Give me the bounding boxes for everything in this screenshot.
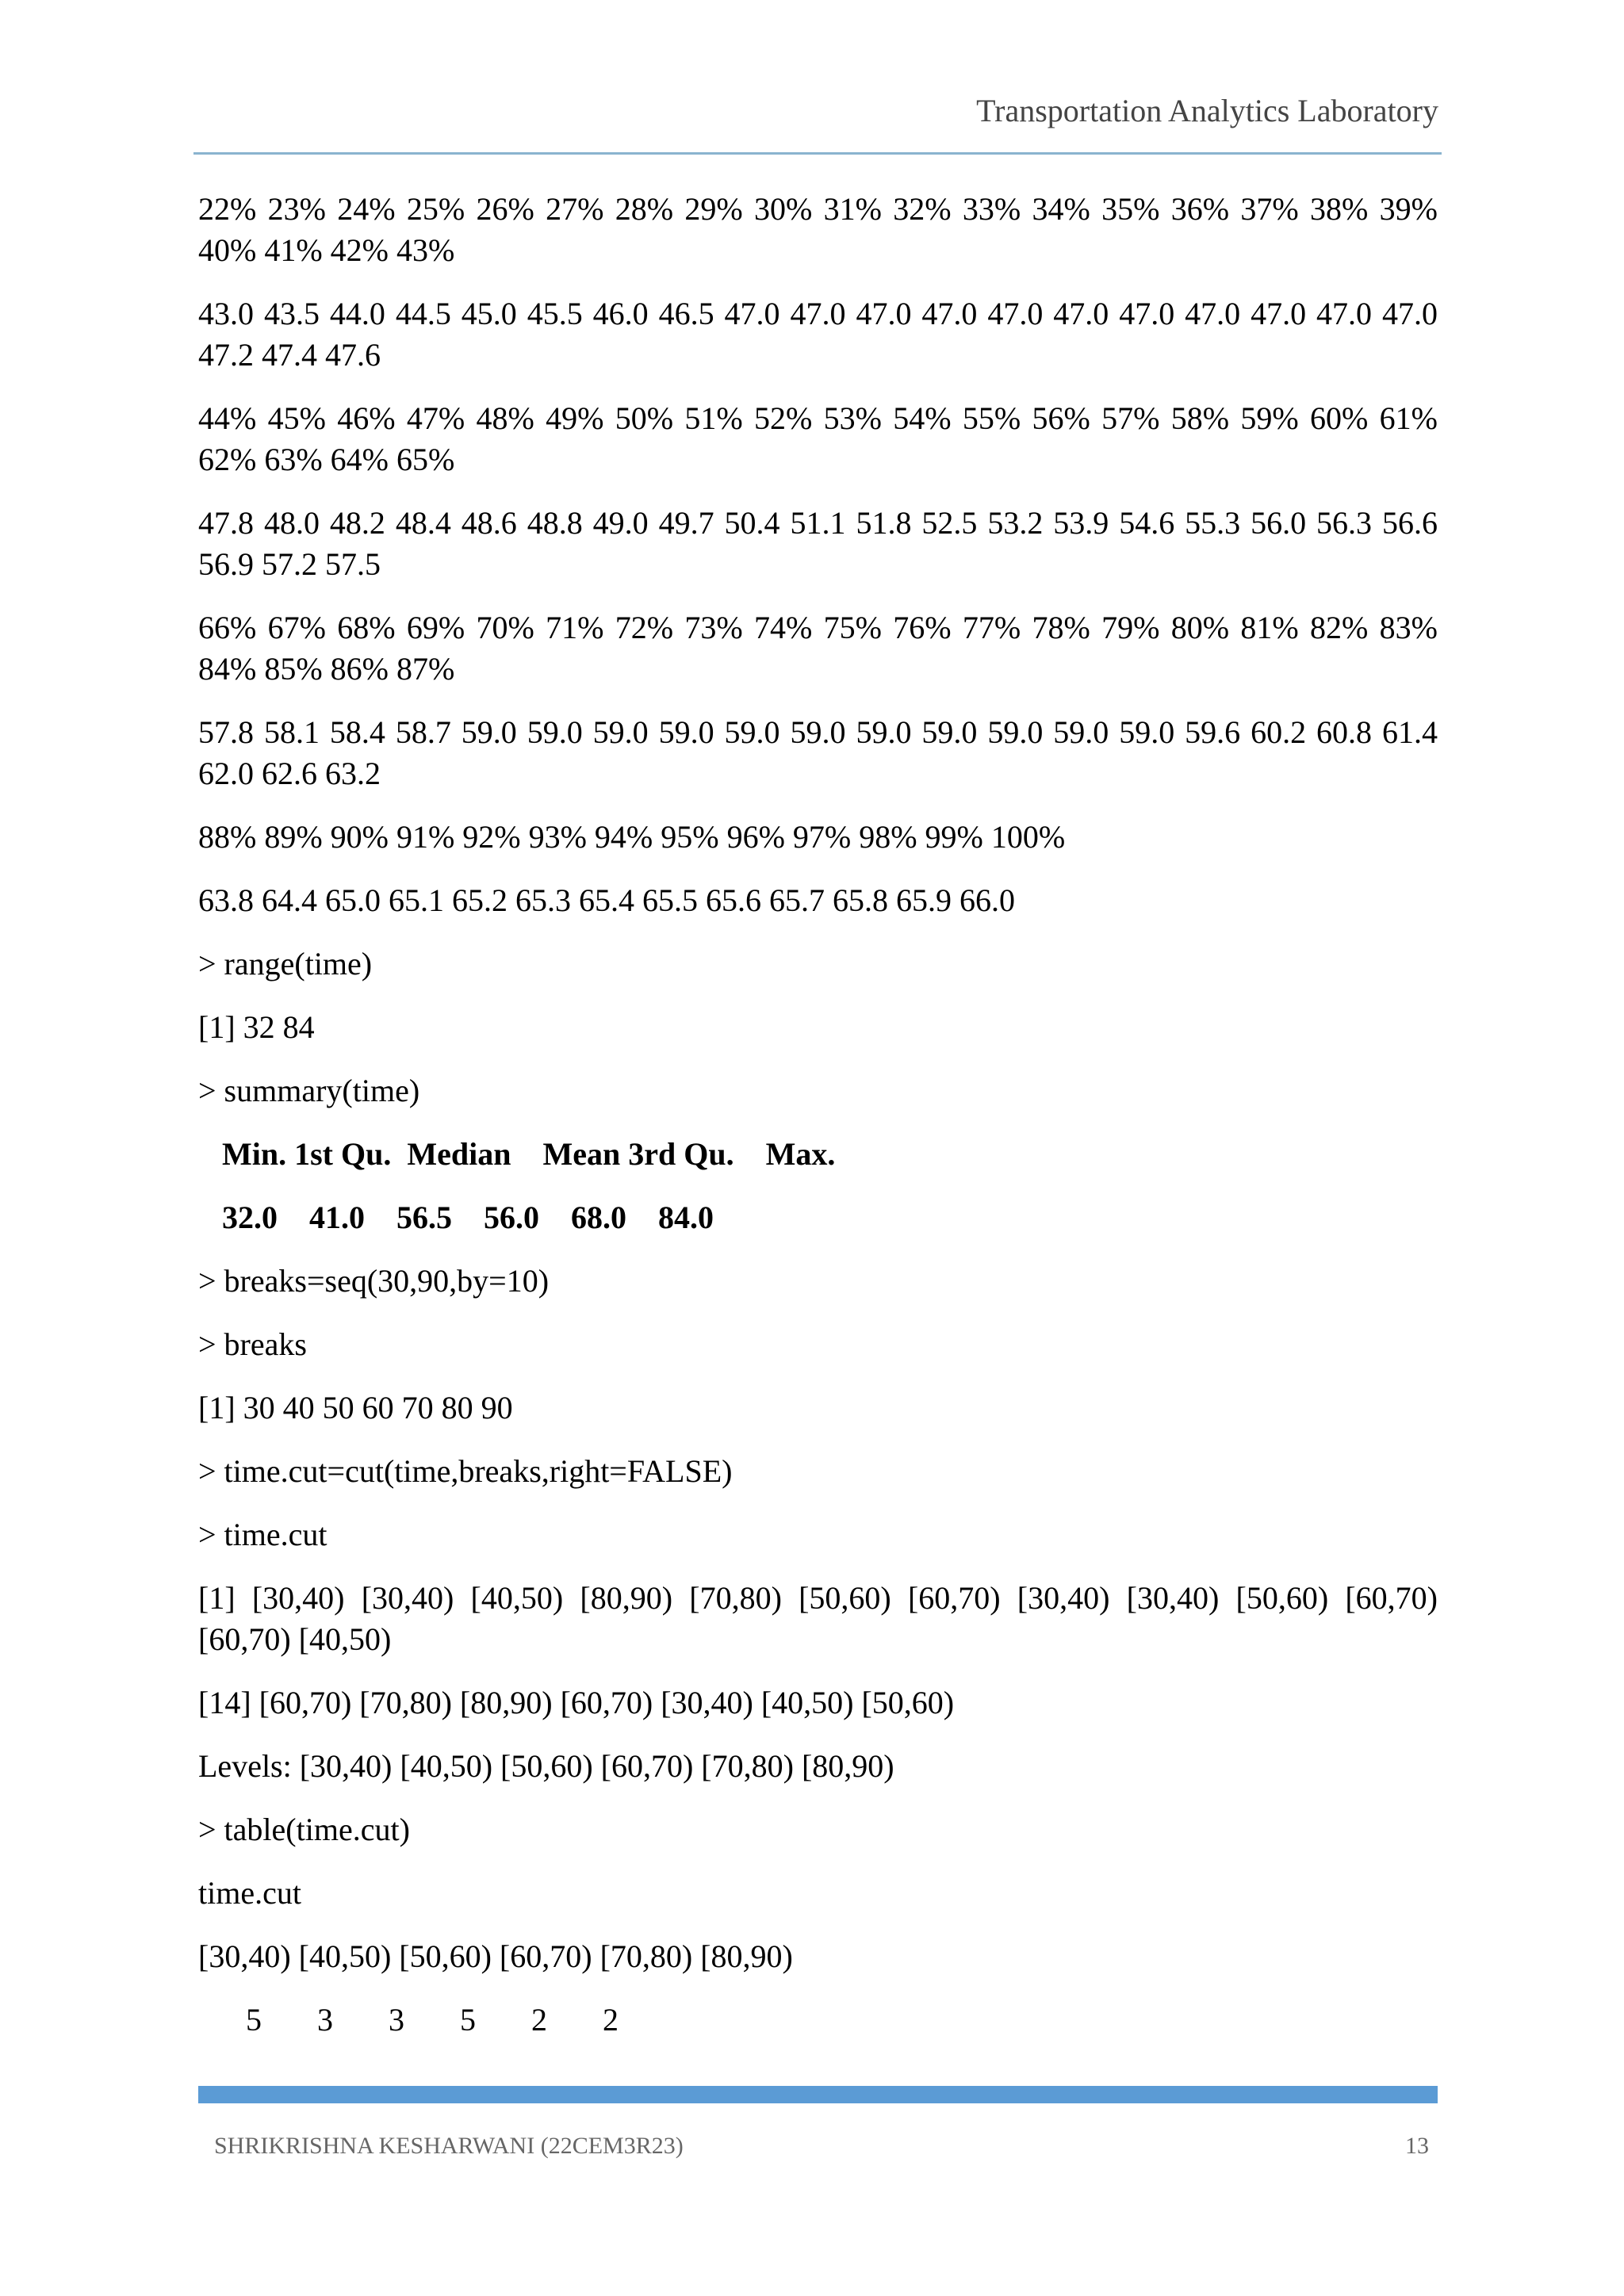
levels-output: Levels: [30,40) [40,50) [50,60) [60,70) [70,80) [80,90)	[198, 1748, 894, 1784]
quantile-percent-row-3: 66% 67% 68% 69% 70% 71% 72% 73% 74% 75% 76% 77% 78% 79% 80% 81% 82% 83% 84% 85% 86% 87%	[198, 610, 1438, 687]
breaks-assign-command: > breaks=seq(30,90,by=10)	[198, 1263, 550, 1299]
quantile-value-row-4: 63.8 64.4 65.0 65.1 65.2 65.3 65.4 65.5 65.6 65.7 65.8 65.9 66.0	[198, 882, 1015, 918]
summary-values-row: 32.0 41.0 56.5 56.0 68.0 84.0	[198, 1200, 714, 1235]
footer-bar	[198, 2086, 1438, 2103]
summary-command: > summary(time)	[198, 1073, 420, 1108]
page-number: 13	[1405, 2133, 1429, 2159]
summary-header-row: Min. 1st Qu. Median Mean 3rd Qu. Max.	[198, 1136, 836, 1172]
range-output: [1] 32 84	[198, 1009, 315, 1045]
cut-assign-command: > time.cut=cut(time,breaks,right=FALSE)	[198, 1453, 733, 1489]
table-command: > table(time.cut)	[198, 1812, 410, 1847]
cut-command: > time.cut	[198, 1517, 327, 1552]
document-body	[198, 189, 1438, 2063]
quantile-value-row-2: 47.8 48.0 48.2 48.4 48.6 48.8 49.0 49.7 50.4 51.1 51.8 52.5 53.2 53.9 54.6 55.3 56.0 56.3 56.6 56.9 57.2 57.5	[198, 505, 1438, 582]
quantile-percent-row-4: 88% 89% 90% 91% 92% 93% 94% 95% 96% 97% 98% 99% 100%	[198, 819, 1066, 855]
header-divider	[193, 152, 1442, 155]
breaks-output: [1] 30 40 50 60 70 80 90	[198, 1390, 513, 1425]
header-title: Transportation Analytics Laboratory	[976, 93, 1438, 128]
table-header-output: [30,40) [40,50) [50,60) [60,70) [70,80) [80,90)	[198, 1938, 793, 1974]
table-counts-output: 5 3 3 5 2 2	[198, 2002, 619, 2038]
cut-output-row-2: [14] [60,70) [70,80) [80,90) [60,70) [30,40) [40,50) [50,60)	[198, 1685, 955, 1720]
quantile-percent-row-2: 44% 45% 46% 47% 48% 49% 50% 51% 52% 53% 54% 55% 56% 57% 58% 59% 60% 61% 62% 63% 64% 65%	[198, 400, 1438, 477]
breaks-command: > breaks	[198, 1326, 307, 1362]
quantile-value-row-3: 57.8 58.1 58.4 58.7 59.0 59.0 59.0 59.0 59.0 59.0 59.0 59.0 59.0 59.0 59.0 59.6 60.2 60.8 61.4 62.0 62.6 63.2	[198, 714, 1438, 791]
range-command: > range(time)	[198, 946, 373, 982]
cut-output-row-1: [1] [30,40) [30,40) [40,50) [80,90) [70,80) [50,60) [60,70) [30,40) [30,40) [50,60) [60,70) [60,70) [40,50)	[198, 1580, 1438, 1657]
quantile-value-row-1: 43.0 43.5 44.0 44.5 45.0 45.5 46.0 46.5 47.0 47.0 47.0 47.0 47.0 47.0 47.0 47.0 47.0 47.0 47.0 47.2 47.4 47.6	[198, 296, 1438, 373]
quantile-percent-row-1: 22% 23% 24% 25% 26% 27% 28% 29% 30% 31% 32% 33% 34% 35% 36% 37% 38% 39% 40% 41% 42% 43%	[198, 191, 1438, 268]
table-name-output: time.cut	[198, 1875, 301, 1911]
footer-author: SHRIKRISHNA KESHARWANI (22CEM3R23)	[214, 2133, 684, 2159]
